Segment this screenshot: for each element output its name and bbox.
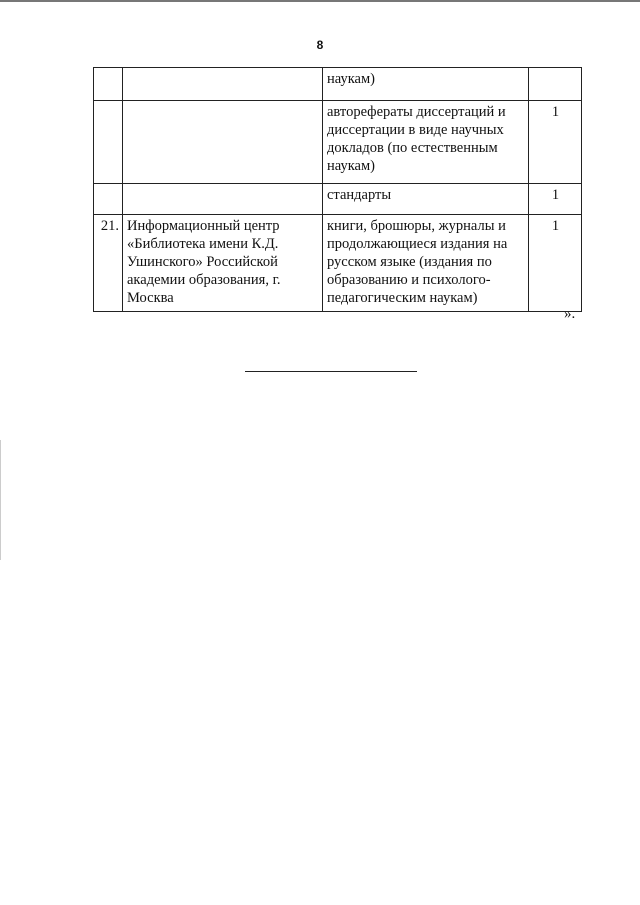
publication-type-cell: автореферaты диссертаций и диссертации в виде научных докладов (по естественным наукам) — [323, 101, 529, 184]
row-number-cell — [94, 184, 123, 215]
publication-type-cell: книги, брошюры, журналы и продолжающиеся издания на русском языке (издания по образованию и психолого-педагогическим наукам) — [323, 215, 529, 312]
page-number: 8 — [316, 38, 324, 52]
quantity-cell: 1 — [529, 184, 582, 215]
organization-cell: Информационный центр «Библиотека имени К.Д. Ушинского» Российской академии образования, г. Москва — [123, 215, 323, 312]
quantity-cell — [529, 68, 582, 101]
row-number-cell — [94, 101, 123, 184]
scan-left-edge-mark — [0, 440, 1, 560]
row-number-cell: 21. — [94, 215, 123, 312]
organization-cell — [123, 184, 323, 215]
quantity-cell: 1 — [529, 215, 582, 312]
table-row — [94, 184, 582, 215]
scan-top-edge-line — [0, 0, 640, 2]
table-row — [94, 68, 582, 101]
end-horizontal-rule — [245, 371, 417, 372]
publication-type-cell: наукам) — [323, 68, 529, 101]
organization-cell — [123, 101, 323, 184]
table-row — [94, 101, 582, 184]
closing-quote-mark: ». — [564, 306, 576, 322]
organization-cell — [123, 68, 323, 101]
publication-type-cell: стандарты — [323, 184, 529, 215]
quantity-cell: 1 — [529, 101, 582, 184]
row-number-cell — [94, 68, 123, 101]
publications-table — [93, 67, 582, 312]
table-row — [94, 215, 582, 312]
